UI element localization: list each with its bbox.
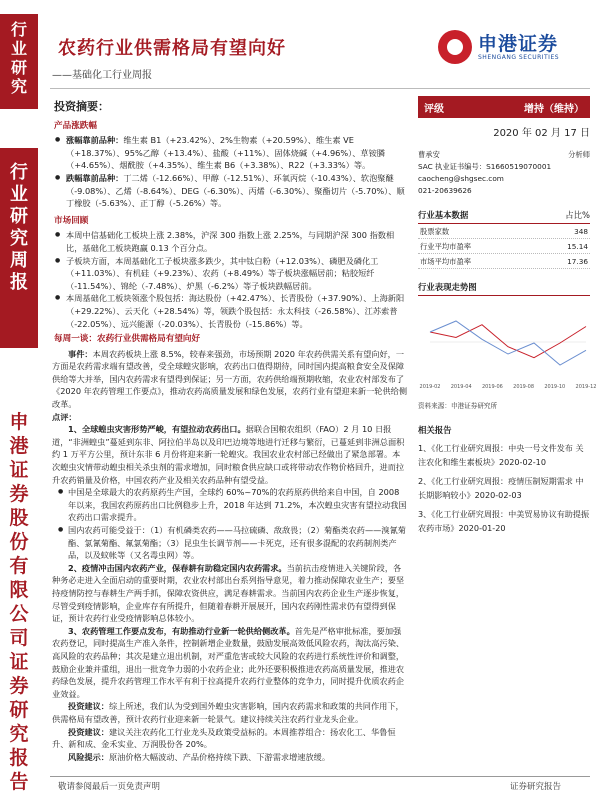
- sidebar-char: 究: [10, 77, 27, 96]
- sidebar: [0, 0, 38, 800]
- sidebar-char: 究: [10, 228, 28, 249]
- market-item: ● 本周中信基础化工板块上涨 2.38%，沪深 300 指数上涨 2.25%，与同期沪深 300 指数相比，基础化工板块跑赢 0.13 个百分点。: [52, 229, 408, 254]
- report-title: 农药行业供需格局有望向好: [58, 38, 286, 59]
- analyst-info: [418, 149, 590, 197]
- rating-bar: [418, 96, 590, 118]
- losers-text: 丁二烯（-12.66%）、甲醇（-12.51%）、环氧丙烷（-10.43%）、软泡聚醚（-9.08%）、乙烯（-8.64%）、DEG（-6.30%）、丙烯（-6.30%）、聚酯切片（-5.70%）、顺丁橡胶（-5.63%）、正丁醇（-5.26%）等。: [66, 172, 405, 209]
- market-review-heading: 市场回顾: [54, 215, 89, 226]
- sidebar-char: 有: [9, 555, 29, 577]
- point-1-sub-1-text: 中国是全球最大的农药原药生产国，全球约 60%~70%的农药原药供给来自中国，自 2008 年以来，我国农药原药出口比例稳步上升，2018 年达到 71.2%，本次蝗虫灾害有望拉动我国农药出口需求提升。: [68, 487, 407, 523]
- footer-report-type: 证券研究报告: [510, 782, 562, 792]
- sidebar-char: 周: [10, 250, 28, 271]
- market-item: ● 本周基础化工板块领涨个股包括：海达股份（+42.47%）、长青股份（+37.90%）、上海新阳（+29.22%）、云天化（+28.54%）等，领跌个股包括：永太科技（-26.58%）、江苏索普（-22.05%）、远兴能源（-20.03%）、长青股份（-15.86%）等。: [52, 292, 408, 330]
- sidebar-char: 研: [10, 206, 28, 227]
- point-1-sub-2-text: 国内农药可能受益于：（1）有机磷类农药——马拉硫磷、敌敌畏；（2）菊酯类农药——溴氰菊酯、氯氰菊酯、氟氯菊酯；（3）昆虫生长调节剂——卡死克，还有很多混配的农药制剂类产品，以及蚊帐等（又名毒虫网）等。: [68, 525, 406, 561]
- sidebar-char: 公: [9, 603, 29, 625]
- gainers-label: 涨幅靠前品种：: [66, 135, 124, 146]
- price-change-heading: 产品涨跌幅: [54, 120, 97, 131]
- chart-x-tick-label: 2019-02: [419, 384, 441, 390]
- losers-label: 跌幅靠前品种：: [66, 172, 124, 183]
- basic-data-row: [418, 256, 590, 269]
- analyst-phone: 021-20639626: [418, 186, 472, 195]
- point-1-paragraph: [52, 423, 408, 486]
- sidebar-char: 证: [9, 651, 29, 673]
- basic-data-value: 17.36: [567, 257, 588, 266]
- sidebar-char: 股: [9, 507, 29, 529]
- analyst-role: 分析师: [568, 150, 590, 159]
- weekly-topic-heading: 每周一谈：农药行业供需格局有望向好: [54, 334, 201, 345]
- point-2-paragraph: [52, 562, 408, 625]
- header-divider: [50, 88, 590, 89]
- logo-name-cn: 申港证券: [478, 32, 559, 55]
- basic-data-row: [418, 226, 590, 239]
- sidebar-char: 报: [9, 747, 29, 769]
- sidebar-char: 究: [9, 723, 29, 745]
- sidebar-char: 告: [9, 771, 29, 793]
- point-2-text: 当前抗击疫情进入关键阶段，各种务必走进入全面启动的重要时期，农业农村部出台系列指导意见，着力推动保障农业生产；要坚持疫情防控与春耕生产两手抓，保障农资供应，满足春耕需求。当前国内农药企业生产逐步恢复，尽管受到疫情影响，企业库存有所提升，但随着春耕开展展开，国内农药刚性需求仍有望得到保证，预计农药行业受疫情影响总体较小。: [52, 562, 405, 624]
- summary-label: 投资建议：: [68, 701, 109, 712]
- basic-data-title: [418, 209, 590, 224]
- logo-name-en: SHENGANG SECURITIES: [478, 53, 560, 61]
- sidebar-block-category: [0, 14, 38, 109]
- advice-paragraph: [52, 726, 408, 751]
- basic-data-label: 股票家数: [420, 227, 450, 236]
- sidebar-block-company: [0, 410, 38, 793]
- chart-x-tick-label: 2019-06: [481, 384, 503, 390]
- event-text: 本周农药板块上涨 8.5%，较春来强劲，市场预期 2020 年农药供需关系有望向好，一方面是农药需求端有望改善，受全球蝗灾影响，农药出口值得期待，同时国内提高粮食安全及保障供给等大并举，国内农药需求有望得到保证；另一方面，农药供给端预期收缩，农业农村部发布了《2020 年农药管理工作要点》，推动农药高质量发展和绿色发展，农药行业有望迎来新一轮供给侧改革。: [52, 348, 408, 410]
- basic-data-header: 占比%: [565, 210, 590, 220]
- sidebar-char: 申: [9, 411, 29, 433]
- sidebar-char: 券: [9, 675, 29, 697]
- rating-label: 评级: [424, 103, 444, 115]
- summary-paragraph: [52, 700, 408, 725]
- sidebar-char: 限: [9, 579, 29, 601]
- disclaimer-note: 敬请参阅最后一页免责声明: [58, 782, 161, 792]
- gainers-text: 维生素 B1（+23.42%）、2%生物素（+20.59%）、维生素 VE（+18.37%）、95%乙醇（+13.4%）、盐酸（+11%）、固体烧碱（+4.96%）、草铵膦（+4.65%）、烟酰胺（+4.35%）、维生素 B6（+3.38%）、R22（+3.33%）等。: [66, 135, 385, 171]
- point-1-label: 1、全球蝗虫灾害形势严峻，有望拉动农药出口。: [68, 424, 246, 435]
- chart-x-tick-label: 2019-10: [544, 384, 566, 390]
- basic-data-label: 市场平均市盈率: [420, 257, 472, 266]
- advice-text: 建议关注农药化工行业龙头及政策受益标的。本周推荐组合：扬农化工、华鲁恒升、新和成、金禾实业、万润股份各 20%。: [52, 726, 396, 750]
- industry-basic-data: [418, 209, 590, 269]
- chart-x-tick-label: 2019-08: [513, 384, 535, 390]
- basic-data-label: 行业平均市盈率: [420, 242, 472, 251]
- sidebar-char: 券: [9, 483, 29, 505]
- basic-data-title-text: 行业基本数据: [418, 210, 469, 220]
- main-content: [52, 96, 408, 776]
- basic-data-row: [418, 241, 590, 254]
- point-2-label: 2、疫情冲击国内农药产业，保春耕有助稳定国内农药需求。: [68, 562, 287, 573]
- sidebar-char: 行: [10, 20, 27, 39]
- point-3-label: 3、农药管理工作要点发布，有助推动行业新一轮供给侧改革。: [68, 625, 295, 636]
- report-date: 2020 年 02 月 17 日: [493, 128, 590, 139]
- analyst-name: 曹承安: [418, 150, 440, 159]
- risk-text: 原油价格大幅波动、产品价格持续下跌、下游需求增速放缓。: [108, 751, 331, 762]
- basic-data-value: 15.14: [567, 242, 588, 251]
- industry-performance-chart: [418, 281, 597, 410]
- right-panel: [418, 96, 597, 786]
- sidebar-char: 证: [9, 459, 29, 481]
- analyst-sac-number: SAC 执业证书编号：S1660519070001: [418, 162, 552, 171]
- sidebar-char: 行: [10, 162, 28, 183]
- point-1-text: 据联合国粮农组织（FAO）2 月 10 日报道，“非洲蝗虫”蔓延到东非、阿拉伯半岛以及印巴边境等地进行迁移与繁衍，已蔓延到非洲总面积约 1 万平方公里，预计东非 6 月份将迎来新一轮蝗灾。我国农业农村部已经做出了紧急部署。本次蝗虫灾情带动蝗虫相关杀虫剂的需求增加，同时粮食供应缺口或将带动农作物价格回升，进而拉升农药销量及价格，中国农药产业及相关农药品种有望受益。: [52, 424, 405, 485]
- footer-divider: [50, 776, 590, 777]
- sidebar-char: 研: [9, 699, 29, 721]
- sidebar-block-report-type: [0, 148, 38, 348]
- sidebar-char: 报: [10, 272, 28, 293]
- event-label: 事件：: [68, 348, 93, 359]
- event-paragraph: [52, 348, 408, 411]
- related-report-link[interactable]: 3、《化工行业研究周报：中美贸易协议有助提振农药市场》2020-01-20: [418, 509, 590, 533]
- performance-chart: [418, 302, 597, 394]
- market-item: ● 子板块方面，本周基础化工子板块涨多跌少，其中钛白粉（+12.03%）、磷肥及磷化工（+11.03%）、有机硅（+9.23%）、农药（+8.49%）等子板块涨幅居前；粘胶短纤（-11.54%）、锦纶（-7.48%）、炉黑（-6.2%）等子板块跌幅居前。: [52, 255, 408, 293]
- risk-paragraph: [52, 751, 408, 764]
- related-reports: [418, 424, 590, 535]
- company-logo: [438, 30, 559, 64]
- chart-x-tick-label: 2019-04: [450, 384, 472, 390]
- risk-label: 风险提示：: [68, 751, 109, 762]
- losers-item: [52, 172, 408, 210]
- point-1-sub-1: ● 中国是全球最大的农药原药生产国，全球约 60%~70%的农药原药供给来自中国，自 2008 年以来，我国农药原药出口比例稳步上升，2018 年达到 71.2%，本次蝗虫灾害有望拉动我国农药出口需求提升。: [58, 487, 407, 523]
- point-1-sub-2: ● 国内农药可能受益于：（1）有机磷类农药——马拉硫磷、敌敌畏；（2）菊酯类农药——溴氰菊酯、氯氰菊酯、氟氯菊酯；（3）昆虫生长调节剂——卡死克，还有很多混配的农药制剂类产品，以及蚊帐等（又名毒虫网）等。: [58, 525, 406, 561]
- point-3-paragraph: [52, 625, 408, 701]
- report-subtitle: ——基础化工行业周报: [52, 70, 152, 81]
- chart-source: 资料来源：申港证券研究所: [418, 402, 498, 410]
- sidebar-char: 司: [9, 627, 29, 649]
- sidebar-char: 港: [9, 435, 29, 457]
- comment-label: 点评：: [52, 411, 77, 422]
- sidebar-char: 份: [9, 531, 29, 553]
- related-report-link[interactable]: 1、《化工行业研究周报：中央一号文件发布 关注农化和维生素板块》2020-02-10: [418, 443, 584, 467]
- gainers-item: [52, 134, 408, 172]
- advice-label: 投资建议：: [68, 726, 109, 737]
- chart-title: 行业表现走势图: [418, 281, 590, 296]
- logo-mark-icon: [438, 30, 472, 64]
- sidebar-char: 研: [10, 58, 27, 77]
- related-reports-title: 相关报告: [418, 425, 452, 435]
- basic-data-value: 348: [574, 227, 588, 236]
- chart-x-tick-label: 2019-12: [575, 384, 597, 390]
- summary-text: 综上所述，我们认为受到国外蝗虫灾害影响，国内农药需求和政策的共同作用下，供需格局有望改善，预计农药行业迎来新一轮景气。建议持续关注农药行业龙头企业。: [52, 701, 404, 724]
- sidebar-char: 业: [10, 184, 28, 205]
- point-3-text: 首先是严格审批标准，要加强农药登记，同时提高生产准入条件，控制新增企业数量，鼓励发展高效低风险农药，淘汰高污染、高风险的农药品种；其次是建立退出机制，对严重危害或较大风险的农药进行系统性评价和调整，鼓励企业兼并重组，退出一批竞争力弱的小农药企业；此外还要积极推进农药高质量发展，推进农药绿色发展，提升农药管理工作水平有利于拉高提升农药行业整体的竞争力，同时提升优质农药企业效益。: [52, 625, 405, 699]
- rating-value: 增持（维持）: [524, 103, 584, 115]
- related-report-link[interactable]: 2、《化工行业研究周报：疫情压制短期需求 中长期影响较小》2020-02-03: [418, 476, 584, 500]
- analyst-email[interactable]: caocheng@shgsec.com: [418, 174, 504, 183]
- sidebar-char: 业: [10, 39, 27, 58]
- abstract-heading: 投资摘要：: [54, 100, 109, 113]
